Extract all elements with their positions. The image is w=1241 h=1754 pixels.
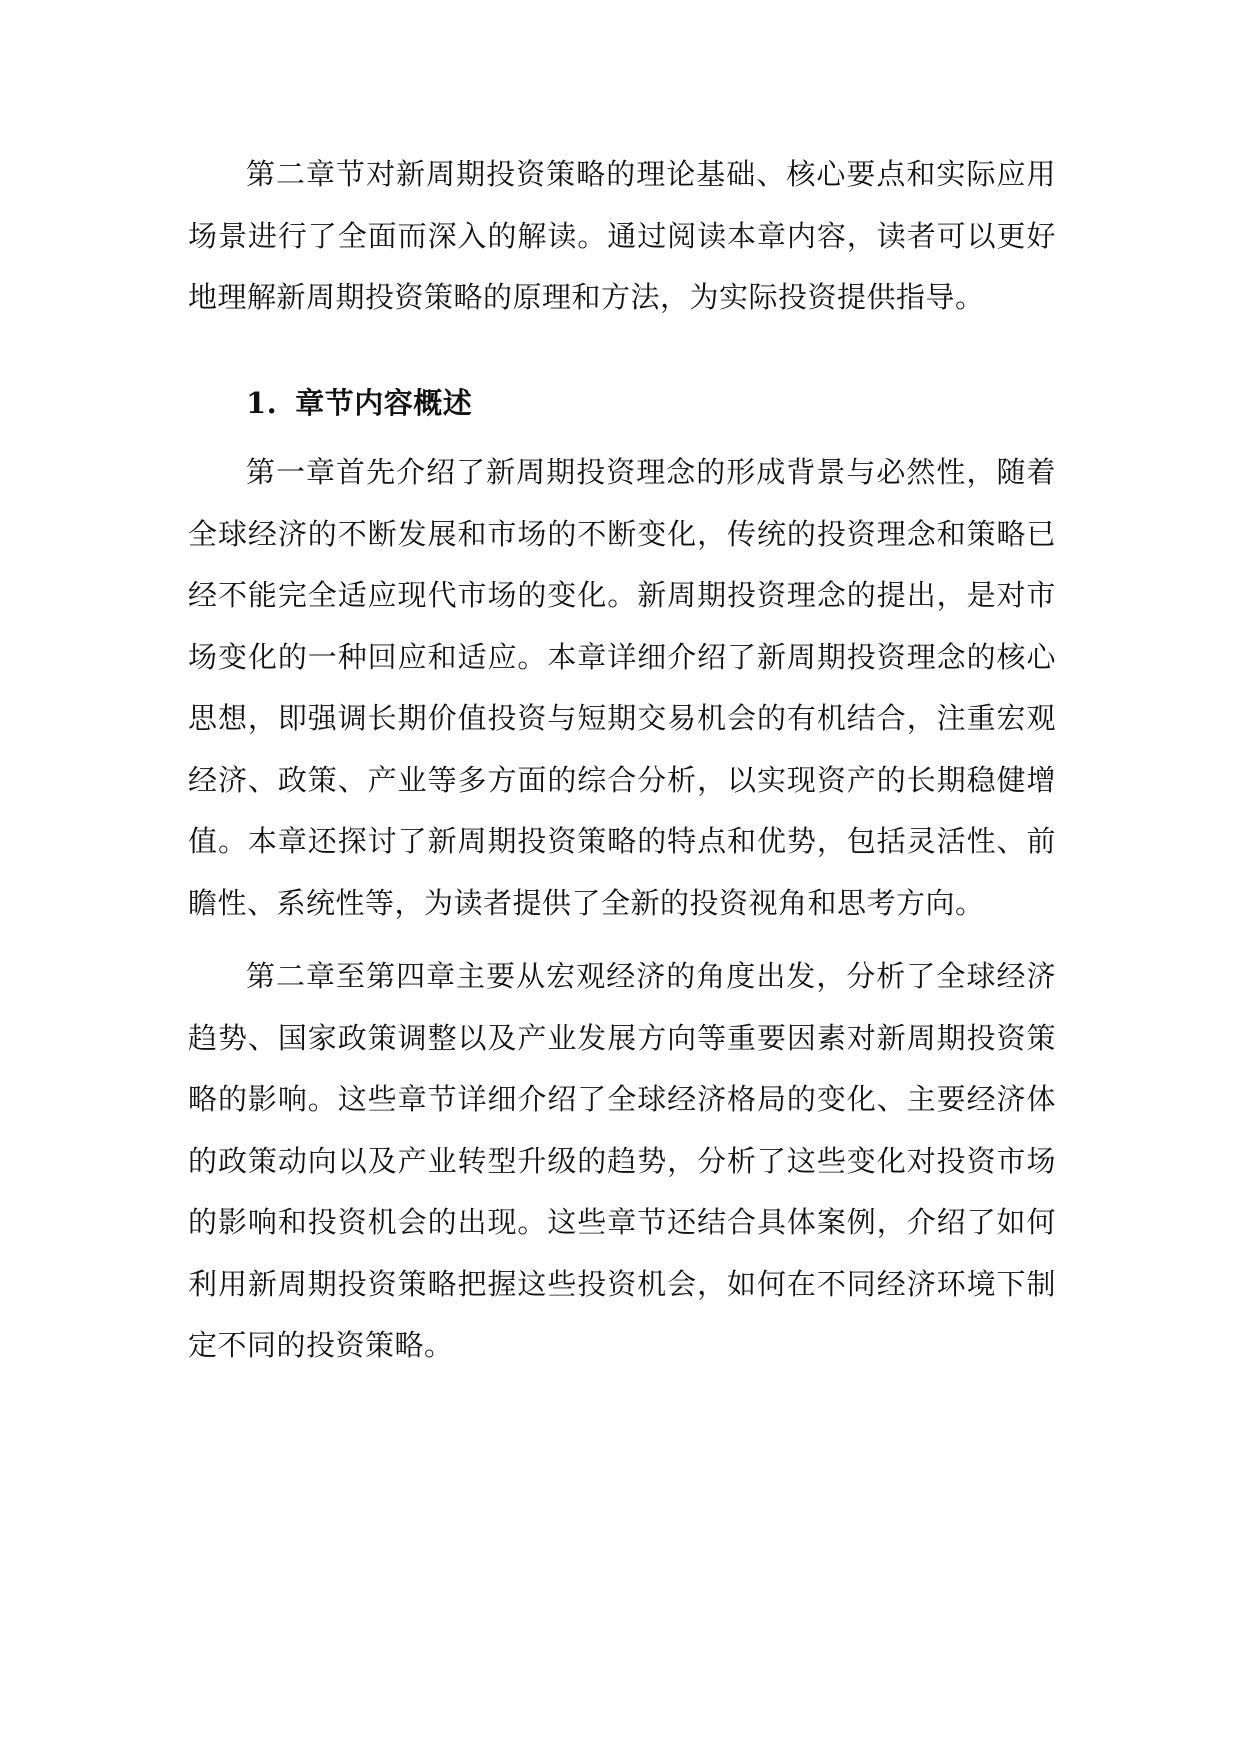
page-content bbox=[188, 144, 1056, 1377]
section-title: 章节内容概述 bbox=[295, 385, 473, 420]
section-number: 1. bbox=[246, 385, 278, 420]
section-heading bbox=[188, 373, 1056, 435]
section-paragraph-1: 第一章首先介绍了新周期投资理念的形成背景与必然性，随着全球经济的不断发展和市场的不断变化，传统的投资理念和策略已经不能完全适应现代市场的变化。新周期投资理念的提出，是对市场变化的一种回应和适应。本章详细介绍了新周期投资理念的核心思想，即强调长期价值投资与短期交易机会的有机结合，注重宏观经济、政策、产业等多方面的综合分析，以实现资产的长期稳健增值。本章还探讨了新周期投资策略的特点和优势，包括灵活性、前瞻性、系统性等，为读者提供了全新的投资视角和思考方向。 bbox=[188, 455, 1056, 920]
intro-paragraph: 第二章节对新周期投资策略的理论基础、核心要点和实际应用场景进行了全面而深入的解读。通过阅读本章内容，读者可以更好地理解新周期投资策略的原理和方法，为实际投资提供指导。 bbox=[188, 157, 1056, 314]
section-paragraph-2: 第二章至第四章主要从宏观经济的角度出发，分析了全球经济趋势、国家政策调整以及产业发展方向等重要因素对新周期投资策略的影响。这些章节详细介绍了全球经济格局的变化、主要经济体的政策动向以及产业转型升级的趋势，分析了这些变化对投资市场的影响和投资机会的出现。这些章节还结合具体案例，介绍了如何利用新周期投资策略把握这些投资机会，如何在不同经济环境下制定不同的投资策略。 bbox=[188, 959, 1056, 1362]
